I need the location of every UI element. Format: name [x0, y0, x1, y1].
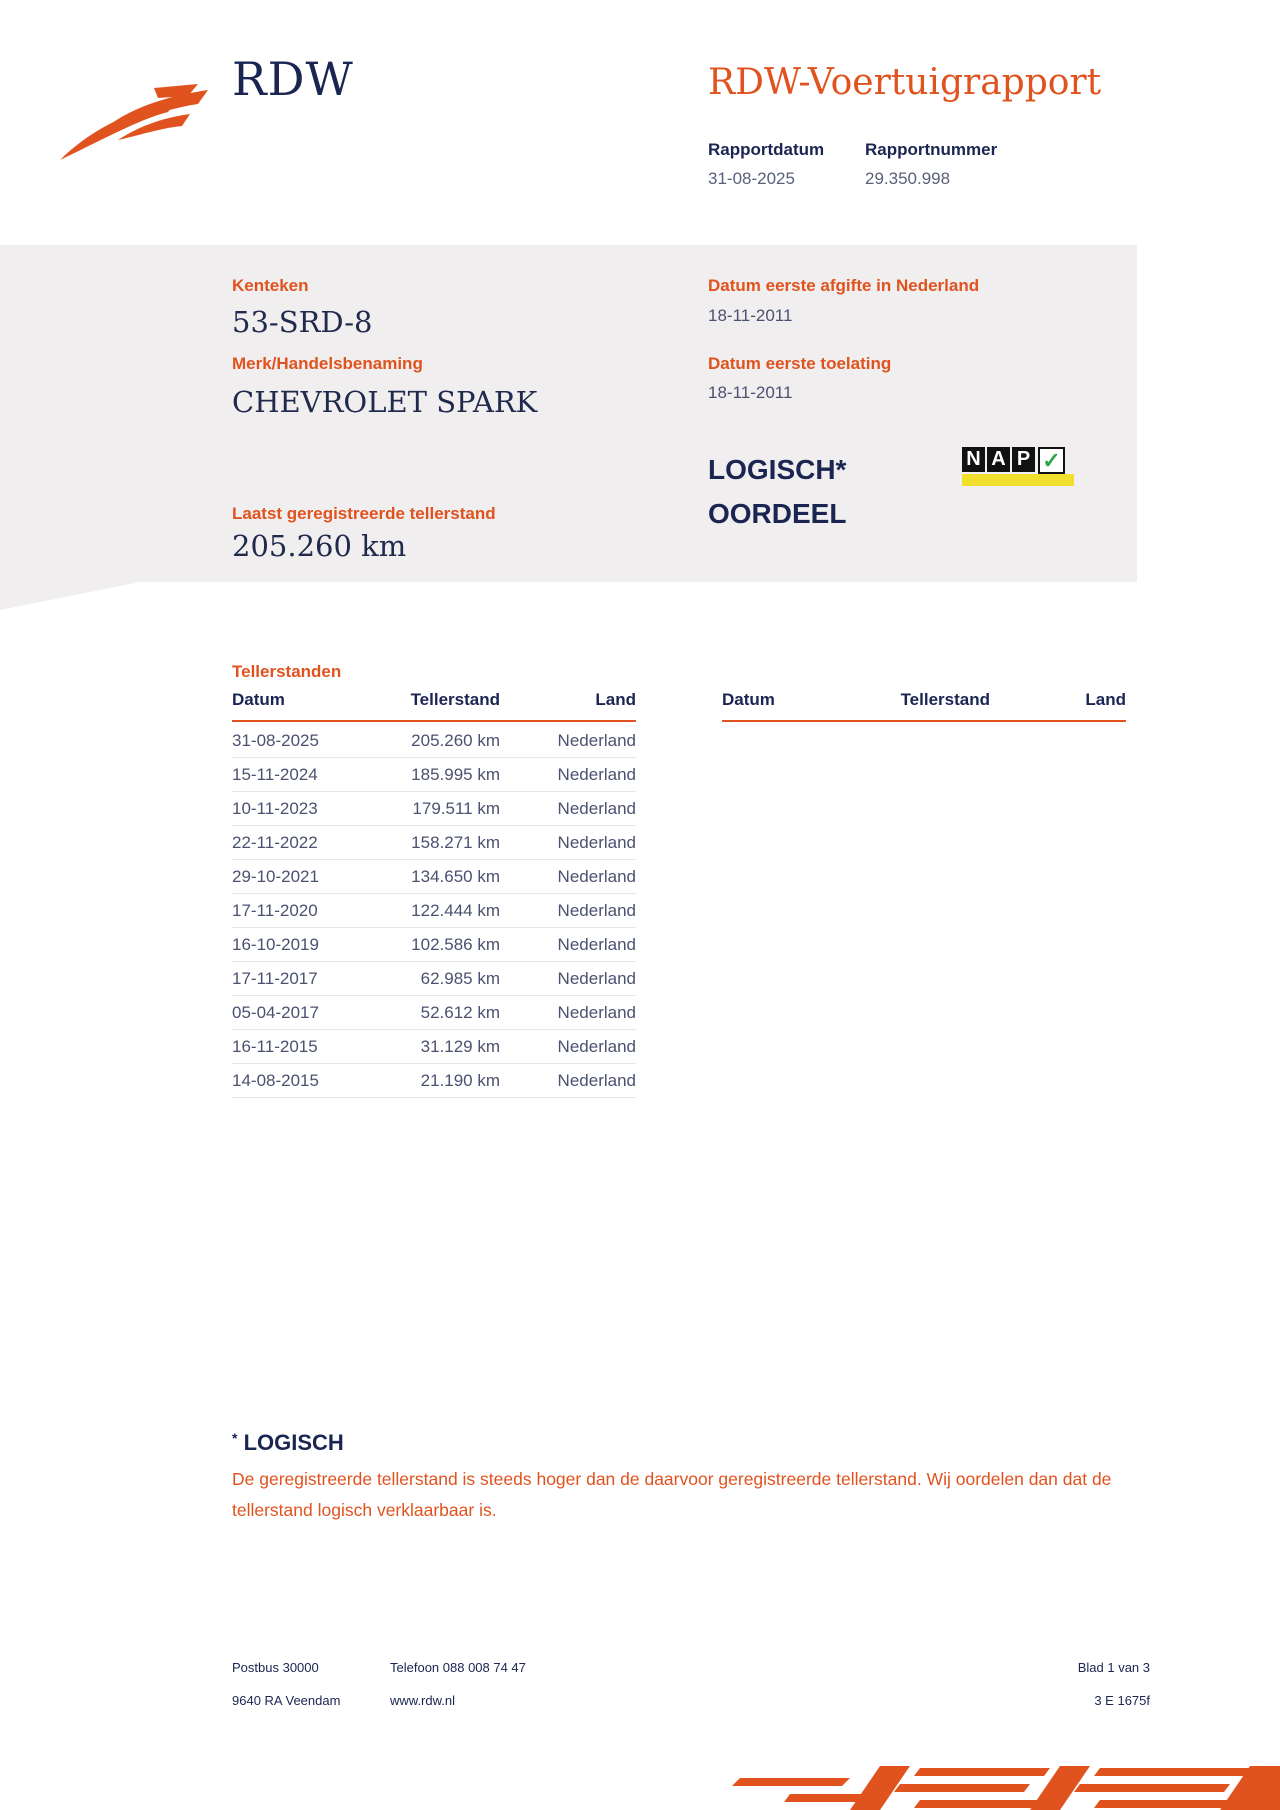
report-number: 29.350.998 — [865, 169, 951, 188]
row-date: 29-10-2021 — [232, 867, 319, 886]
row-date: 05-04-2017 — [232, 1003, 319, 1022]
row-country: Nederland — [557, 1071, 636, 1090]
page-number: Blad 1 van 3 — [1077, 1660, 1150, 1675]
footer-phone: Telefoon 088 008 74 47 — [390, 1660, 526, 1675]
first-nl-date: 18-11-2011 — [708, 306, 793, 325]
readings-title: Tellerstanden — [232, 662, 342, 681]
col-odometer: Tellerstand — [900, 690, 990, 709]
footnote-title — [232, 1430, 344, 1456]
make-value: CHEVROLET SPARK — [232, 385, 538, 419]
odometer-value: 205.260 km — [232, 529, 407, 563]
table-row — [232, 1063, 636, 1098]
table-row — [232, 1029, 636, 1064]
row-country: Nederland — [557, 935, 636, 954]
odometer-label: Laatst geregistreerde tellerstand — [232, 504, 496, 523]
table-row — [232, 859, 636, 894]
row-odometer: 185.995 km — [411, 765, 500, 784]
check-icon: ✓ — [1038, 447, 1065, 474]
row-odometer: 122.444 km — [411, 901, 500, 920]
col-date: Datum — [722, 690, 775, 709]
row-date: 17-11-2020 — [232, 901, 318, 920]
row-odometer: 62.985 km — [420, 969, 500, 988]
row-date: 16-11-2015 — [232, 1037, 318, 1056]
row-odometer: 134.650 km — [411, 867, 500, 886]
row-country: Nederland — [557, 799, 636, 818]
document-code: 3 E 1675f — [1094, 1693, 1150, 1708]
row-country: Nederland — [557, 969, 636, 988]
col-date: Datum — [232, 690, 285, 709]
first-admission-label: Datum eerste toelating — [708, 354, 892, 373]
brand-name: RDW — [232, 52, 354, 106]
summary-panel-tail — [0, 582, 140, 610]
col-odometer: Tellerstand — [410, 690, 500, 709]
footnote-text: De geregistreerde tellerstand is steeds hoger dan de daarvoor geregistreerde tellerstand. Wij oordelen dan dat de tellerstand logisch verklaarbaar is. — [232, 1469, 1112, 1520]
report-number-label: Rapportnummer — [865, 140, 998, 159]
row-odometer: 31.129 km — [420, 1037, 500, 1056]
row-date: 15-11-2024 — [232, 765, 318, 784]
report-date-label: Rapportdatum — [708, 140, 825, 159]
table-row — [232, 893, 636, 928]
nap-letter-a: A — [987, 447, 1010, 472]
row-odometer: 158.271 km — [411, 833, 500, 852]
row-odometer: 205.260 km — [411, 731, 500, 750]
table-row — [232, 927, 636, 962]
row-odometer: 52.612 km — [420, 1003, 500, 1022]
nap-letter-n: N — [962, 447, 985, 472]
row-date: 14-08-2015 — [232, 1071, 319, 1090]
make-label: Merk/Handelsbenaming — [232, 354, 423, 373]
readings-header-right — [722, 690, 1126, 722]
row-date: 16-10-2019 — [232, 935, 319, 954]
first-admission-date: 18-11-2011 — [708, 383, 793, 402]
rdw-logo-icon — [58, 82, 210, 162]
report-date: 31-08-2025 — [708, 169, 795, 188]
row-country: Nederland — [557, 833, 636, 852]
nap-letter-p: P — [1012, 447, 1035, 472]
row-date: 22-11-2022 — [232, 833, 318, 852]
row-country: Nederland — [557, 1003, 636, 1022]
row-date: 17-11-2017 — [232, 969, 318, 988]
first-nl-label: Datum eerste afgifte in Nederland — [708, 276, 980, 295]
row-country: Nederland — [557, 731, 636, 750]
readings-header-left — [232, 690, 636, 722]
nap-logo — [962, 447, 1074, 489]
row-odometer: 102.586 km — [411, 935, 500, 954]
table-row — [232, 961, 636, 996]
footnote-title-text: LOGISCH — [243, 1430, 344, 1455]
verdict-line-2: OORDEEL — [708, 498, 847, 529]
footer-website[interactable]: www.rdw.nl — [390, 1693, 456, 1708]
footer-address-2: 9640 RA Veendam — [232, 1693, 341, 1708]
verdict-line-1: LOGISCH* — [708, 454, 847, 485]
nap-yellow-bar — [962, 474, 1074, 486]
col-country: Land — [1085, 690, 1126, 709]
footer-address-1: Postbus 30000 — [232, 1660, 319, 1675]
row-date: 10-11-2023 — [232, 799, 318, 818]
report-title: RDW-Voertuigrapport — [708, 62, 1102, 103]
row-country: Nederland — [557, 867, 636, 886]
plate-label: Kenteken — [232, 276, 309, 295]
col-country: Land — [595, 690, 636, 709]
footnote-asterisk: * — [232, 1430, 238, 1446]
verdict — [708, 448, 846, 536]
table-row — [232, 995, 636, 1030]
row-odometer: 179.511 km — [412, 799, 500, 818]
footer-stripes-icon — [730, 1758, 1280, 1810]
table-row — [232, 825, 636, 860]
row-country: Nederland — [557, 765, 636, 784]
row-country: Nederland — [557, 901, 636, 920]
table-row — [232, 757, 636, 792]
plate-number: 53-SRD-8 — [232, 305, 373, 339]
row-country: Nederland — [557, 1037, 636, 1056]
row-odometer: 21.190 km — [420, 1071, 500, 1090]
row-date: 31-08-2025 — [232, 731, 319, 750]
table-row — [232, 723, 636, 758]
table-row — [232, 791, 636, 826]
